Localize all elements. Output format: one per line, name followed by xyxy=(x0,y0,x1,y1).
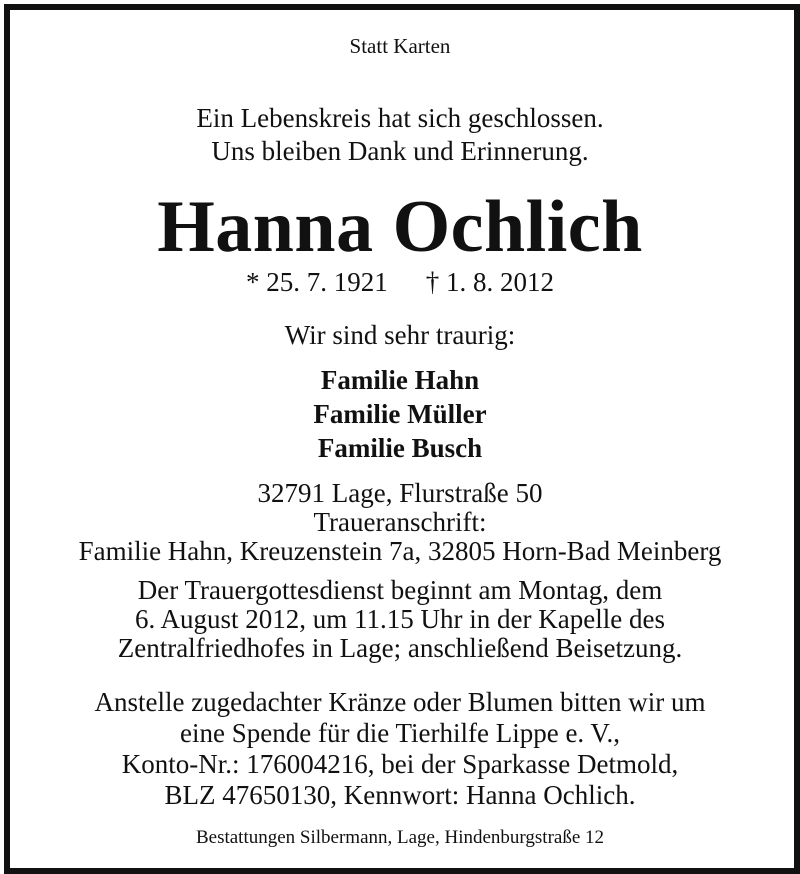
life-dates xyxy=(10,265,790,299)
donation-line: BLZ 47650130, Kennwort: Hanna Ochlich. xyxy=(164,780,636,810)
intro-text xyxy=(10,102,790,168)
mourning-line: Wir sind sehr traurig: xyxy=(284,320,516,350)
address-block xyxy=(10,479,790,566)
service-info xyxy=(10,576,790,663)
donation-info xyxy=(10,687,790,811)
address-line: Traueranschrift: xyxy=(313,507,487,537)
service-line: 6. August 2012, um 11.15 Uhr in der Kapelle des xyxy=(135,604,665,634)
family-name: Familie Hahn xyxy=(320,365,480,395)
donation-line: Anstelle zugedachter Kränze oder Blumen bitten wir um xyxy=(94,687,706,717)
family-name: Familie Müller xyxy=(313,399,487,429)
deceased-name: Hanna Ochlich xyxy=(157,186,643,268)
service-line: Zentralfriedhofes in Lage; anschließend Beisetzung. xyxy=(117,633,683,663)
intro-line: Ein Lebenskreis hat sich geschlossen. xyxy=(196,103,604,133)
family-list xyxy=(10,363,790,465)
notice-header: Statt Karten xyxy=(349,34,451,58)
birth-date: * 25. 7. 1921 xyxy=(246,267,388,297)
death-date: † 1. 8. 2012 xyxy=(425,267,554,297)
funeral-home: Bestattungen Silbermann, Lage, Hindenburgstraße 12 xyxy=(195,827,605,848)
service-line: Der Trauergottesdienst beginnt am Montag, dem xyxy=(137,575,663,605)
intro-line: Uns bleiben Dank und Erinnerung. xyxy=(211,136,589,166)
address-line: 32791 Lage, Flurstraße 50 xyxy=(257,478,543,508)
family-name: Familie Busch xyxy=(317,433,483,463)
address-line: Familie Hahn, Kreuzenstein 7a, 32805 Horn-Bad Meinberg xyxy=(78,536,722,566)
donation-line: Konto-Nr.: 176004216, bei der Sparkasse Detmold, xyxy=(121,749,679,779)
donation-line: eine Spende für die Tierhilfe Lippe e. V., xyxy=(180,718,620,748)
